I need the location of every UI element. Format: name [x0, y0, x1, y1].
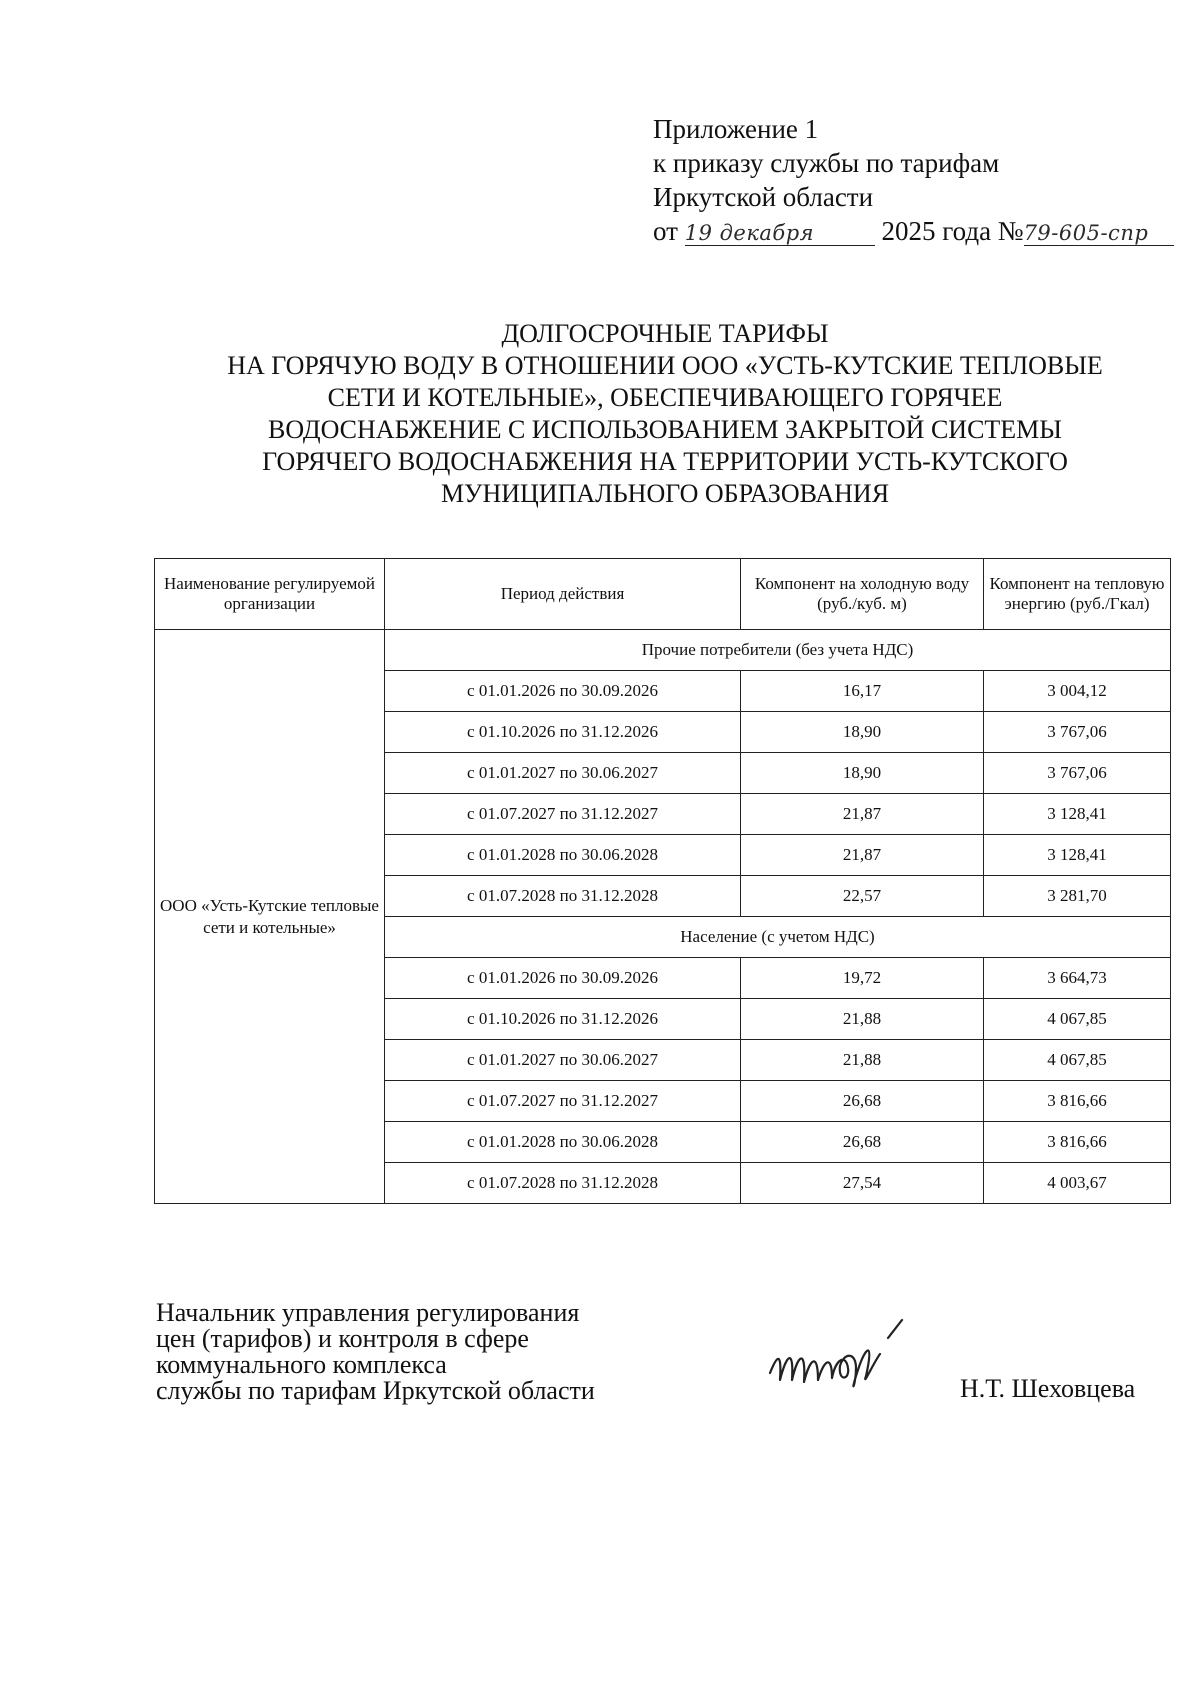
- organization-cell: ООО «Усть-Кутские тепловые сети и котельные»: [155, 630, 385, 1204]
- heat-value-cell: 3 816,66: [984, 1122, 1171, 1163]
- tariffs-table: [154, 558, 1171, 1204]
- handwritten-signature: [762, 1318, 962, 1408]
- year-text: 2025 года №: [881, 216, 1024, 246]
- position-line: Начальник управления регулирования: [156, 1298, 580, 1327]
- heat-value-cell: 4 003,67: [984, 1163, 1171, 1204]
- title-line: ГОРЯЧЕГО ВОДОСНАБЖЕНИЯ НА ТЕРРИТОРИИ УСТЬ-КУТСКОГО: [262, 447, 1068, 476]
- title-line: МУНИЦИПАЛЬНОГО ОБРАЗОВАНИЯ: [440, 479, 890, 508]
- cold-value-cell: 27,54: [741, 1163, 984, 1204]
- heat-value-cell: 3 767,06: [984, 712, 1171, 753]
- order-date-line: [653, 214, 1173, 248]
- cold-value-cell: 21,87: [741, 794, 984, 835]
- title-line: НА ГОРЯЧУЮ ВОДУ В ОТНОШЕНИИ ООО «УСТЬ-КУТСКИЕ ТЕПЛОВЫЕ: [227, 351, 1103, 380]
- cold-value-cell: 21,88: [741, 999, 984, 1040]
- heat-value-cell: 3 128,41: [984, 794, 1171, 835]
- from-prefix: от: [653, 216, 678, 246]
- cold-value-cell: 18,90: [741, 753, 984, 794]
- appendix-header: [653, 112, 1173, 248]
- handwritten-number: 79-605-спр: [1023, 221, 1149, 245]
- cold-value-cell: 26,68: [741, 1081, 984, 1122]
- position-line: цен (тарифов) и контроля в сфере: [156, 1324, 529, 1353]
- group-label-other: Прочие потребители (без учета НДС): [385, 630, 1171, 671]
- signer-name: Н.Т. Шеховцева: [960, 1374, 1136, 1403]
- period-cell: с 01.10.2026 по 31.12.2026: [385, 999, 741, 1040]
- period-cell: с 01.01.2026 по 30.09.2026: [385, 671, 741, 712]
- header-org: Наименование регулируемой организации: [155, 559, 385, 630]
- header-heat-component: Компонент на тепловую энергию (руб./Гкал): [984, 559, 1171, 630]
- number-field: [1024, 219, 1174, 246]
- period-cell: с 01.01.2027 по 30.06.2027: [385, 753, 741, 794]
- header-cold-component: Компонент на холодную воду (руб./куб. м): [741, 559, 984, 630]
- cold-value-cell: 19,72: [741, 958, 984, 999]
- heat-value-cell: 3 816,66: [984, 1081, 1171, 1122]
- group-label-population: Население (с учетом НДС): [385, 917, 1171, 958]
- heat-value-cell: 3 004,12: [984, 671, 1171, 712]
- period-cell: с 01.07.2028 по 31.12.2028: [385, 1163, 741, 1204]
- position-line: коммунального комплекса: [156, 1350, 447, 1379]
- heat-value-cell: 4 067,85: [984, 1040, 1171, 1081]
- group-row-other: [155, 630, 1171, 671]
- period-cell: с 01.01.2028 по 30.06.2028: [385, 1122, 741, 1163]
- heat-value-cell: 3 281,70: [984, 876, 1171, 917]
- document-title: [150, 318, 1180, 510]
- period-cell: с 01.07.2028 по 31.12.2028: [385, 876, 741, 917]
- table-header-row: [155, 559, 1171, 630]
- period-cell: с 01.10.2026 по 31.12.2026: [385, 712, 741, 753]
- header-period: Период действия: [385, 559, 741, 630]
- heat-value-cell: 3 664,73: [984, 958, 1171, 999]
- cold-value-cell: 26,68: [741, 1122, 984, 1163]
- heat-value-cell: 3 128,41: [984, 835, 1171, 876]
- title-line: СЕТИ И КОТЕЛЬНЫЕ», ОБЕСПЕЧИВАЮЩЕГО ГОРЯЧЕЕ: [327, 383, 1003, 412]
- cold-value-cell: 18,90: [741, 712, 984, 753]
- date-field: [685, 219, 875, 246]
- appendix-line-2: к приказу службы по тарифам: [653, 148, 1000, 178]
- position-line: службы по тарифам Иркутской области: [156, 1376, 595, 1405]
- cold-value-cell: 16,17: [741, 671, 984, 712]
- cold-value-cell: 21,88: [741, 1040, 984, 1081]
- appendix-line-1: Приложение 1: [653, 114, 819, 144]
- period-cell: с 01.01.2027 по 30.06.2027: [385, 1040, 741, 1081]
- cold-value-cell: 21,87: [741, 835, 984, 876]
- heat-value-cell: 3 767,06: [984, 753, 1171, 794]
- cold-value-cell: 22,57: [741, 876, 984, 917]
- period-cell: с 01.01.2028 по 30.06.2028: [385, 835, 741, 876]
- handwritten-date: 19 декабря: [684, 221, 815, 245]
- signatory-position: [156, 1300, 595, 1404]
- period-cell: с 01.07.2027 по 31.12.2027: [385, 794, 741, 835]
- period-cell: с 01.01.2026 по 30.09.2026: [385, 958, 741, 999]
- appendix-line-3: Иркутской области: [653, 182, 874, 212]
- title-line: ДОЛГОСРОЧНЫЕ ТАРИФЫ: [501, 319, 829, 348]
- period-cell: с 01.07.2027 по 31.12.2027: [385, 1081, 741, 1122]
- heat-value-cell: 4 067,85: [984, 999, 1171, 1040]
- title-line: ВОДОСНАБЖЕНИЕ С ИСПОЛЬЗОВАНИЕМ ЗАКРЫТОЙ СИСТЕМЫ: [268, 415, 1062, 444]
